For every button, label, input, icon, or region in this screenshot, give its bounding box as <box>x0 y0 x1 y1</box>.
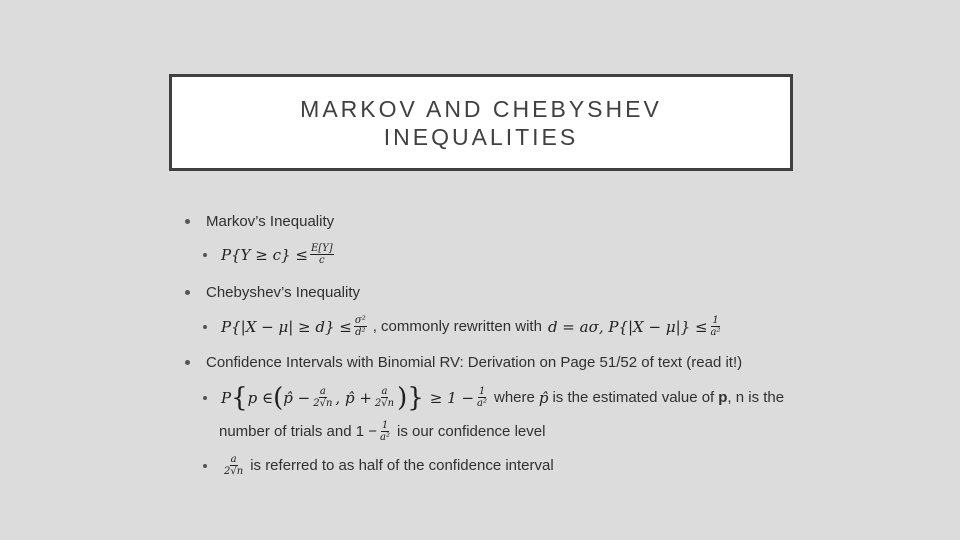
ci-frac-den: 2√n <box>313 398 333 409</box>
cheb-rewrite: d = aσ, P{|X − μ|} ≤ <box>547 317 708 336</box>
half-num: a <box>230 454 237 465</box>
chebyshev-heading: Chebyshev’s Inequality <box>206 284 360 301</box>
bullet-dot <box>203 464 207 468</box>
bullet-dot <box>203 253 207 257</box>
ci-fraction-2 <box>374 386 395 409</box>
markov-lhs: P{Y ≥ c} ≤ <box>221 245 308 264</box>
ci-frac-num: a <box>319 386 326 397</box>
ci-cl-fraction <box>379 420 391 443</box>
cheb-den2: a² <box>710 327 721 338</box>
ci-bold-p: p <box>718 389 728 406</box>
half-den: 2√n <box>224 466 244 477</box>
paren-close: ) <box>397 382 408 413</box>
cheb-lhs: P{|X − μ| ≥ d} ≤ <box>221 317 352 336</box>
ci-frac-den-2: 2√n <box>374 398 395 409</box>
bullet-half-interval <box>203 454 554 477</box>
bullet-dot <box>185 219 190 224</box>
ci-frac-num-2: a <box>381 386 388 397</box>
ci-inner-c: , p̂ + <box>335 388 372 407</box>
ci-phat: p̂ <box>538 388 549 407</box>
cheb-mid: , commonly rewritten with <box>372 318 542 335</box>
bullet-confidence <box>185 354 742 371</box>
markov-num: E[Y] <box>310 243 333 254</box>
bullet-dot <box>185 290 190 295</box>
ci-cl-den: a² <box>380 432 390 443</box>
bullet-chebyshev-formula <box>203 315 724 338</box>
ci-text2: is the estimated value of <box>552 389 715 406</box>
bullet-dot <box>203 396 207 400</box>
brace-close: } <box>407 382 424 413</box>
ci-rhs: ≥ 1 − <box>429 388 475 407</box>
cheb-fraction-2 <box>710 315 722 338</box>
ci-text5: is our confidence level <box>397 423 546 440</box>
bullet-markov-formula <box>203 243 336 266</box>
ci-fraction-1 <box>312 386 333 409</box>
ci-rhs-fraction <box>476 386 488 409</box>
half-fraction <box>223 454 244 477</box>
slide-title: MARKOV AND CHEBYSHEV INEQUALITIES <box>300 95 662 150</box>
ci-p: P <box>221 388 232 407</box>
brace-open: { <box>231 382 248 413</box>
bullet-ci-formula <box>203 382 785 413</box>
ci-rhs-den: a² <box>477 398 487 409</box>
ci-text4: number of trials and 1 − <box>219 423 378 440</box>
markov-den: c <box>318 255 325 266</box>
bullet-dot <box>203 325 207 329</box>
bullet-markov <box>185 213 334 230</box>
cheb-fraction <box>354 315 367 338</box>
half-text: is referred to as half of the confidence interval <box>250 457 554 474</box>
markov-heading: Markov’s Inequality <box>206 213 335 230</box>
paren-open: ( <box>273 382 284 413</box>
cheb-num: σ² <box>354 315 366 326</box>
ci-cl-num: 1 <box>381 420 389 431</box>
ci-text3: , n is the <box>727 389 785 406</box>
ci-heading: Confidence Intervals with Binomial RV: Derivation on Page 51/52 of text (read it!) <box>206 354 743 371</box>
ci-inner-a: p ∈ <box>247 388 274 407</box>
ci-continuation <box>219 420 545 443</box>
bullet-chebyshev <box>185 284 360 301</box>
ci-rhs-num: 1 <box>478 386 486 397</box>
cheb-num2: 1 <box>712 315 719 326</box>
ci-inner-b: p̂ − <box>283 388 311 407</box>
cheb-den: d² <box>355 327 366 338</box>
bullet-dot <box>185 360 190 365</box>
markov-fraction <box>310 243 334 266</box>
ci-text1: where <box>494 389 535 406</box>
